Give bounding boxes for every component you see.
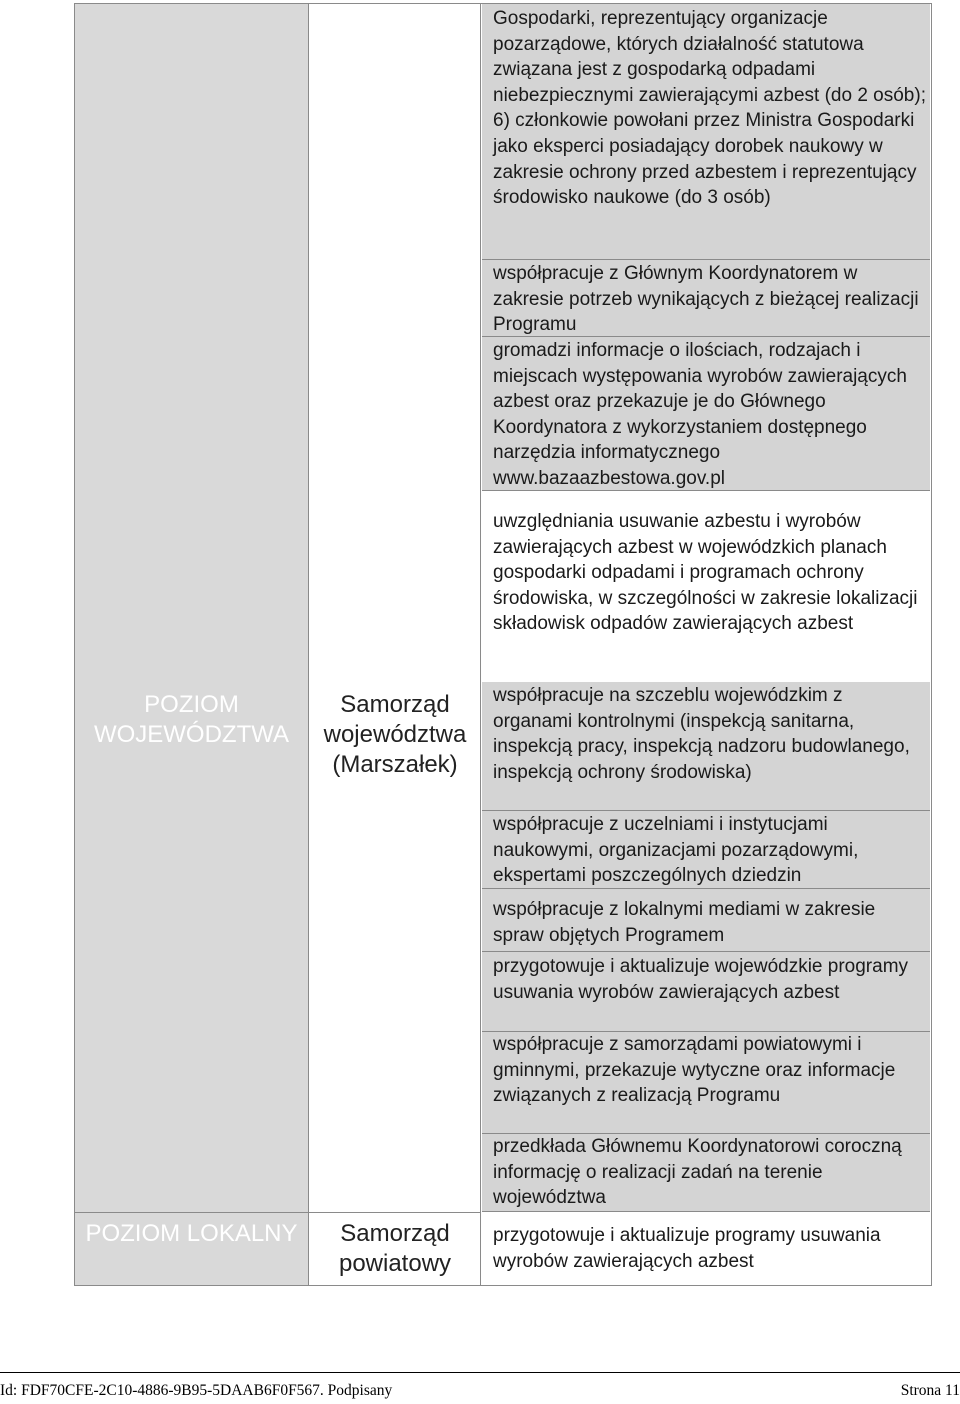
task-cell: współpracuje na szczeblu wojewódzkim z organami kontrolnymi (inspekcją sanitarna, inspekcją pracy, inspekcją nadzoru budowlanego, inspekcją ochrony środowiska)	[482, 682, 930, 811]
document-id: Id: FDF70CFE-2C10-4886-9B95-5DAAB6F0F567. Podpisany	[0, 1382, 393, 1399]
task-cell: uwzględniania usuwanie azbestu i wyrobów zawierających azbest w wojewódzkich planach gospodarki odpadami i programach ochrony środowiska, w szczególności w zakresie lokalizacji składowisk odpadów zawierających azbest	[482, 492, 930, 682]
body-row-divider	[309, 1212, 481, 1213]
voivodeship-body-label: Samorząd województwa (Marszałek)	[323, 691, 467, 778]
task-cell: Gospodarki, reprezentujący organizacje pozarządowe, których działalność statutowa związana jest z gospodarką odpadami niebezpiecznymi zawierającymi azbest (do 2 osób); 6) członkowie powołani przez Ministra Gospodarki jako eksperci posiadający dorobek naukowy w zakresie ochrony przed azbestem i reprezentujący środowisko naukowe (do 3 osób)	[482, 4, 930, 260]
level-voivodeship-label: POZIOM WOJEWÓDZTWA	[93, 691, 290, 748]
level-row-divider	[74, 1212, 309, 1213]
task-cell: przygotowuje i aktualizuje wojewódzkie programy usuwania wyrobów zawierających azbest	[482, 952, 930, 1032]
task-cell: współpracuje z samorządami powiatowymi i gminnymi, przekazuje wytyczne oraz informacje związanych z realizacją Programu	[482, 1032, 930, 1134]
district-body-label: Samorząd powiatowy	[338, 1220, 452, 1277]
task-cell: przygotowuje i aktualizuje programy usuwania wyrobów zawierających azbest	[482, 1213, 930, 1285]
task-cell: przedkłada Głównemu Koordynatorowi coroczną informację o realizacji zadań na terenie województwa	[482, 1134, 930, 1212]
task-cell: współpracuje z uczelniami i instytucjami naukowymi, organizacjami pozarządowymi, ekspertami poszczególnych dziedzin	[482, 811, 930, 889]
task-cell: współpracuje z lokalnymi mediami w zakresie spraw objętych Programem	[482, 889, 930, 952]
task-cell: współpracuje z Głównym Koordynatorem w zakresie potrzeb wynikających z bieżącej realizacji Programu	[482, 260, 930, 337]
page-footer	[0, 1372, 960, 1404]
level-local-label: POZIOM LOKALNY	[85, 1220, 298, 1247]
task-cell: gromadzi informacje o ilościach, rodzajach i miejscach występowania wyrobów zawierających azbest oraz przekazuje je do Głównego Koordynatora z wykorzystaniem dostępnego narzędzia informatycznego www.bazaazbestowa.gov.pl	[482, 337, 930, 491]
page-number: Strona 11	[900, 1382, 960, 1399]
